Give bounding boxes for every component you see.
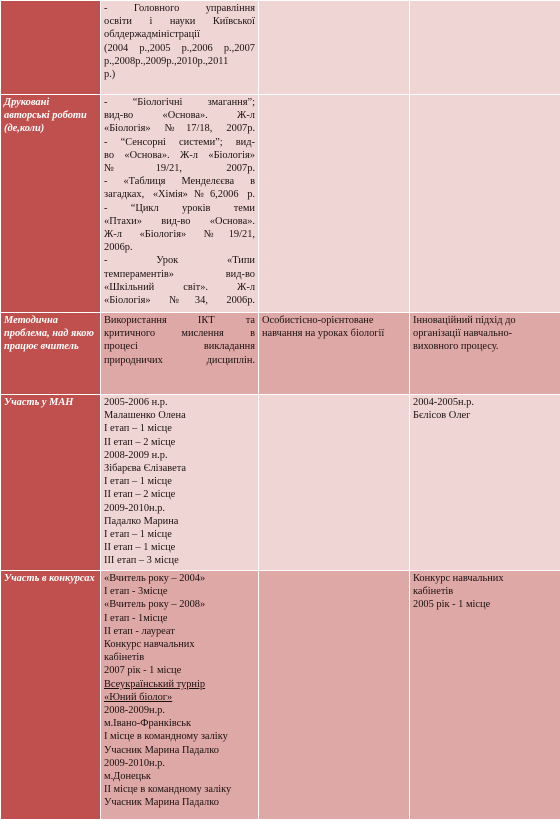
cell-text-line: во «Основа». Ж-л «Біологія» [104, 149, 255, 162]
cell-text-line: кабінетів [104, 651, 255, 664]
table-row [1, 95, 560, 313]
cell-text-line: Особистісно-орієнтоване [262, 314, 406, 327]
cell-col3 [259, 95, 410, 313]
cell-text-line: «Птахи» вид-во «Основа». [104, 215, 255, 228]
cell-text-line: Ж-л «Біологія» №19/21, [104, 228, 255, 241]
table-row [1, 1, 560, 95]
cell-text-line: Падалко Марина [104, 515, 255, 528]
cell-text-line: ІІ етап – 1 місце [104, 541, 255, 554]
cell-text-line: «Вчитель року – 2004» [104, 572, 255, 585]
cell-col2 [101, 1, 259, 95]
cell-text-line: - “Цикл уроків теми [104, 202, 255, 215]
cell-text-line: 2006р. [104, 241, 255, 254]
cell-text-line: І етап – 1 місце [104, 528, 255, 541]
cell-text-line: - Головного управління [104, 2, 255, 15]
cell-text-line: Учасник Марина Падалко [104, 744, 255, 757]
cell-text-line: 2005 рік - 1 місце [413, 598, 557, 611]
row-label: Друковані авторські роботи (де,коли) [1, 95, 101, 313]
cell-text-line: Конкурс навчальних [104, 638, 255, 651]
row-label [1, 1, 101, 95]
cell-text-line: І етап – 1 місце [104, 475, 255, 488]
cell-text-line: 2008-2009 н.р. [104, 449, 255, 462]
cell-text-line: «Біологія» №34, 2006р. [104, 294, 255, 307]
cell-text-line: «Шкільний світ». Ж-л [104, 281, 255, 294]
cell-text-line: І місце в командному заліку [104, 730, 255, 743]
row-label: Участь в конкурсах [1, 571, 101, 820]
table-row [1, 395, 560, 571]
cell-text-line: критичного мислення в [104, 327, 255, 340]
cell-text-line: вид-во «Основа». Ж-л [104, 109, 255, 122]
cell-text-line: 2009-2010н.р. [104, 757, 255, 770]
cell-text-line: м.Івано-Франківськ [104, 717, 255, 730]
cell-text-line: процесі викладання [104, 340, 255, 353]
cell-col4 [410, 571, 560, 820]
cell-text-line: №19/21, 2007р. [104, 162, 255, 175]
cell-text-line: «Юний біолог» [104, 691, 255, 704]
cell-text-line: природничих дисциплін. [104, 354, 255, 367]
table-row [1, 571, 560, 820]
cell-col4 [410, 313, 560, 395]
cell-text-line: 2007 рік - 1 місце [104, 664, 255, 677]
cell-text-line: організації навчально- [413, 327, 557, 340]
row-label: Методична проблема, над якою працює вчитель [1, 313, 101, 395]
cell-text-line: р.) [104, 68, 255, 81]
cell-text-line: - “Біологічні змагання”; [104, 96, 255, 109]
cell-text-line: ІІ етап - лауреат [104, 625, 255, 638]
cell-col2 [101, 571, 259, 820]
cell-text-line: 2005-2006 н.р. [104, 396, 255, 409]
cell-text-line: Учасник Марина Падалко [104, 796, 255, 809]
table-row [1, 313, 560, 395]
cell-text-line: темпераментів» вид-во [104, 268, 255, 281]
cell-text-line: виховного процесу. [413, 340, 557, 353]
cell-col3 [259, 571, 410, 820]
cell-text-line: І етап - 3місце [104, 585, 255, 598]
cell-text-line: р.,2008р.,2009р.,2010р.,2011 [104, 55, 255, 68]
cell-col2 [101, 395, 259, 571]
cell-col3 [259, 313, 410, 395]
cell-text-line: Використання ІКТ та [104, 314, 255, 327]
cell-text-line: кабінетів [413, 585, 557, 598]
cell-text-line: ІІІ етап – 3 місце [104, 554, 255, 567]
cell-col2 [101, 95, 259, 313]
cell-text-line: «Біологія» №17/18, 2007р. [104, 122, 255, 135]
cell-text-line: Інноваційний підхід до [413, 314, 557, 327]
cell-text-line: навчання на уроках біології [262, 327, 406, 340]
cell-col4 [410, 395, 560, 571]
cell-text-line: - “Сенсорні системи”; вид- [104, 136, 255, 149]
cell-text-line: ІІ етап – 2 місце [104, 488, 255, 501]
cell-col4 [410, 1, 560, 95]
cell-text-line: Зібарєва Єлізавета [104, 462, 255, 475]
cell-text-line: «Вчитель року – 2008» [104, 598, 255, 611]
cell-text-line: - Урок «Типи [104, 254, 255, 267]
cell-text-line: ІІ етап – 2 місце [104, 436, 255, 449]
cell-text-line: - «Таблиця Менделєєва в [104, 175, 255, 188]
cell-text-line: І етап - 1місце [104, 612, 255, 625]
cell-text-line: 2009-2010н.р. [104, 502, 255, 515]
cell-text-line: (2004 р.,2005 р.,2006 р.,2007 [104, 42, 255, 55]
cell-col2 [101, 313, 259, 395]
cell-text-line: ІІ місце в командному заліку [104, 783, 255, 796]
cell-text-line: І етап – 1 місце [104, 422, 255, 435]
cell-text-line: Бєлісов Олег [413, 409, 557, 422]
row-label: Участь у МАН [1, 395, 101, 571]
cell-text-line: 2004-2005н.р. [413, 396, 557, 409]
cell-text-line: м.Донецьк [104, 770, 255, 783]
cell-text-line: Всеукраїнський турнір [104, 678, 255, 691]
cell-col4 [410, 95, 560, 313]
cell-text-line: Конкурс навчальних [413, 572, 557, 585]
cell-text-line: загадках, «Хімія»№6,2006 р. [104, 188, 255, 201]
cell-text-line: Малашенко Олена [104, 409, 255, 422]
cell-text-line: 2008-2009н.р. [104, 704, 255, 717]
cell-col3 [259, 395, 410, 571]
cell-col3 [259, 1, 410, 95]
cell-text-line: освіти і науки Київської [104, 15, 255, 28]
cell-text-line: облдержадміністрації [104, 28, 255, 41]
